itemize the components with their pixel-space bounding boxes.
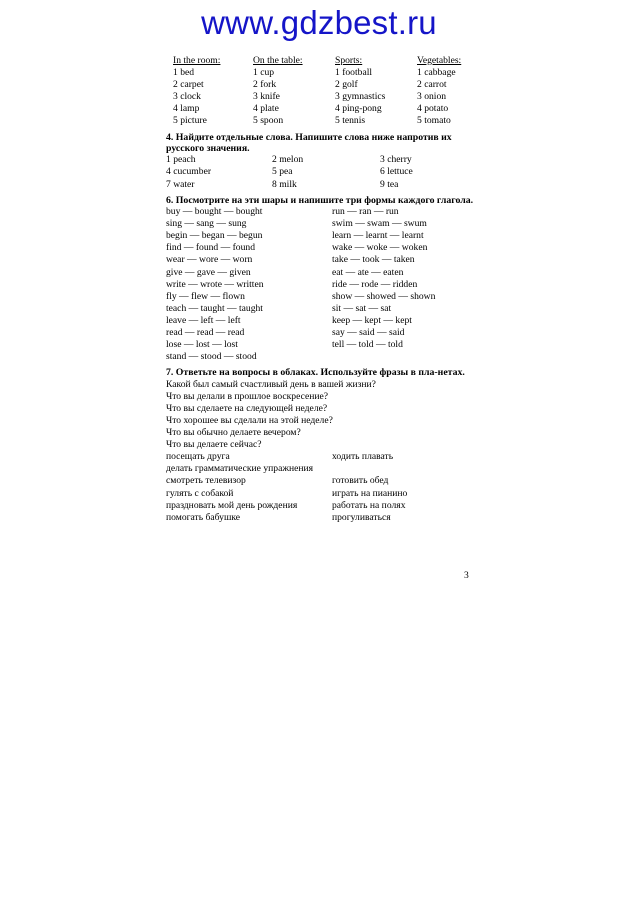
table-cell: 5 tennis xyxy=(335,115,366,127)
task6-title: 6. Посмотрите на эти шары и напишите три формы каждого глагола. xyxy=(166,194,474,206)
list-item: 5 pea xyxy=(272,166,293,178)
list-item: готовить обед xyxy=(332,475,389,487)
list-item: stand — stood — stood xyxy=(166,351,257,363)
task4-words xyxy=(166,154,476,190)
table-cell: 3 gymnastics xyxy=(335,91,386,103)
watermark-url: www.gdzbest.ru xyxy=(201,4,437,41)
list-item: 7 water xyxy=(166,178,195,190)
task7-title: 7. Ответьте на вопросы в облаках. Используйте фразы в пла-нетах. xyxy=(166,367,465,379)
table-cell: 2 carpet xyxy=(173,79,204,91)
table-cell: 1 football xyxy=(335,67,373,79)
list-item: show — showed — shown xyxy=(332,290,436,302)
table-cell: 4 potato xyxy=(417,103,449,115)
question-line: Что вы делаете сейчас? xyxy=(166,439,262,451)
list-item: say — said — said xyxy=(332,327,405,338)
question-line: Что хорошее вы сделали на этой неделе? xyxy=(166,414,333,426)
task7-phrases xyxy=(166,451,476,524)
list-item: ходить плавать xyxy=(332,451,394,463)
list-item: begin — began — begun xyxy=(166,230,263,242)
table-cell: 2 fork xyxy=(253,79,277,91)
list-item: прогуливаться xyxy=(332,511,391,523)
list-item: посещать друга xyxy=(166,451,230,463)
header-in-the-room: In the room: xyxy=(173,55,221,66)
header-sports: Sports: xyxy=(335,55,363,66)
table-cell: 4 ping-pong xyxy=(335,103,382,115)
list-item: 3 cherry xyxy=(380,154,412,166)
list-item: помогать бабушке xyxy=(166,511,241,523)
list-item: fly — flew — flown xyxy=(166,290,245,302)
list-item: 9 tea xyxy=(380,178,399,190)
list-item: keep — kept — kept xyxy=(332,314,412,326)
table-cell: 2 carrot xyxy=(417,79,447,91)
list-item: eat — ate — eaten xyxy=(332,266,404,278)
list-item: праздновать мой день рождения xyxy=(166,499,298,511)
page-content xyxy=(166,55,476,524)
table-cell: 4 plate xyxy=(253,103,279,115)
list-item: find — found — found xyxy=(166,242,255,254)
table-cell: 1 bed xyxy=(173,67,195,79)
table-cell: 5 spoon xyxy=(253,115,284,127)
table-cell: 3 knife xyxy=(253,91,280,103)
page-number: 3 xyxy=(464,570,469,581)
task6-verbs xyxy=(166,206,476,363)
list-item: гулять с собакой xyxy=(166,487,234,499)
list-item: 4 cucumber xyxy=(166,166,212,178)
question-line: Что вы обычно делаете вечером? xyxy=(166,427,301,439)
list-item: teach — taught — taught xyxy=(166,302,263,314)
list-item xyxy=(332,351,476,363)
list-item xyxy=(332,463,476,475)
table-cell: 4 lamp xyxy=(173,103,200,115)
task4-title: 4. Найдите отдельные слова. Напишите слова ниже напротив их русского значения. xyxy=(166,131,452,154)
list-item: sing — sang — sung xyxy=(166,218,247,230)
list-item: read — read — read xyxy=(166,327,245,338)
table-cell: 5 tomato xyxy=(417,115,451,127)
table-cell: 5 picture xyxy=(173,115,207,127)
list-item: wear — wore — worn xyxy=(166,254,253,266)
list-item: lose — lost — lost xyxy=(166,339,238,351)
list-item: wake — woke — woken xyxy=(332,242,428,254)
table-cell: 1 cup xyxy=(253,67,275,79)
list-item: take — took — taken xyxy=(332,254,415,266)
list-item: 6 lettuce xyxy=(380,166,413,178)
list-item: leave — left — left xyxy=(166,314,241,326)
list-item: give — gave — given xyxy=(166,266,251,278)
question-line: Что вы делали в прошлое воскресение? xyxy=(166,390,328,402)
list-item: 1 peach xyxy=(166,154,196,166)
table-cell: 3 onion xyxy=(417,91,447,103)
list-item: write — wrote — written xyxy=(166,278,264,290)
question-line: Что вы сделаете на следующей неделе? xyxy=(166,402,328,414)
list-item: tell — told — told xyxy=(332,339,403,351)
list-item: 2 melon xyxy=(272,154,304,166)
list-item: sit — sat — sat xyxy=(332,302,392,314)
table-cell: 1 cabbage xyxy=(417,67,456,79)
list-item: смотреть телевизор xyxy=(166,475,246,487)
list-item: run — ran — run xyxy=(332,206,399,218)
list-item: играть на пианино xyxy=(332,487,408,499)
list-item: learn — learnt — learnt xyxy=(332,230,424,242)
task7-questions xyxy=(166,379,476,452)
list-item: swim — swam — swum xyxy=(332,218,427,230)
list-item: 8 milk xyxy=(272,178,297,190)
list-item: работать на полях xyxy=(332,499,406,511)
question-line: Какой был самый счастливый день в вашей жизни? xyxy=(166,378,376,390)
list-item: делать грамматические упражнения xyxy=(166,463,314,475)
table-cell: 2 golf xyxy=(335,79,358,91)
list-item: ride — rode — ridden xyxy=(332,278,418,290)
table-cell: 3 clock xyxy=(173,91,201,103)
header-on-the-table: On the table: xyxy=(253,55,303,66)
list-item: buy — bought — bought xyxy=(166,206,263,218)
categories-table xyxy=(173,55,476,128)
header-vegetables: Vegetables: xyxy=(417,55,462,66)
